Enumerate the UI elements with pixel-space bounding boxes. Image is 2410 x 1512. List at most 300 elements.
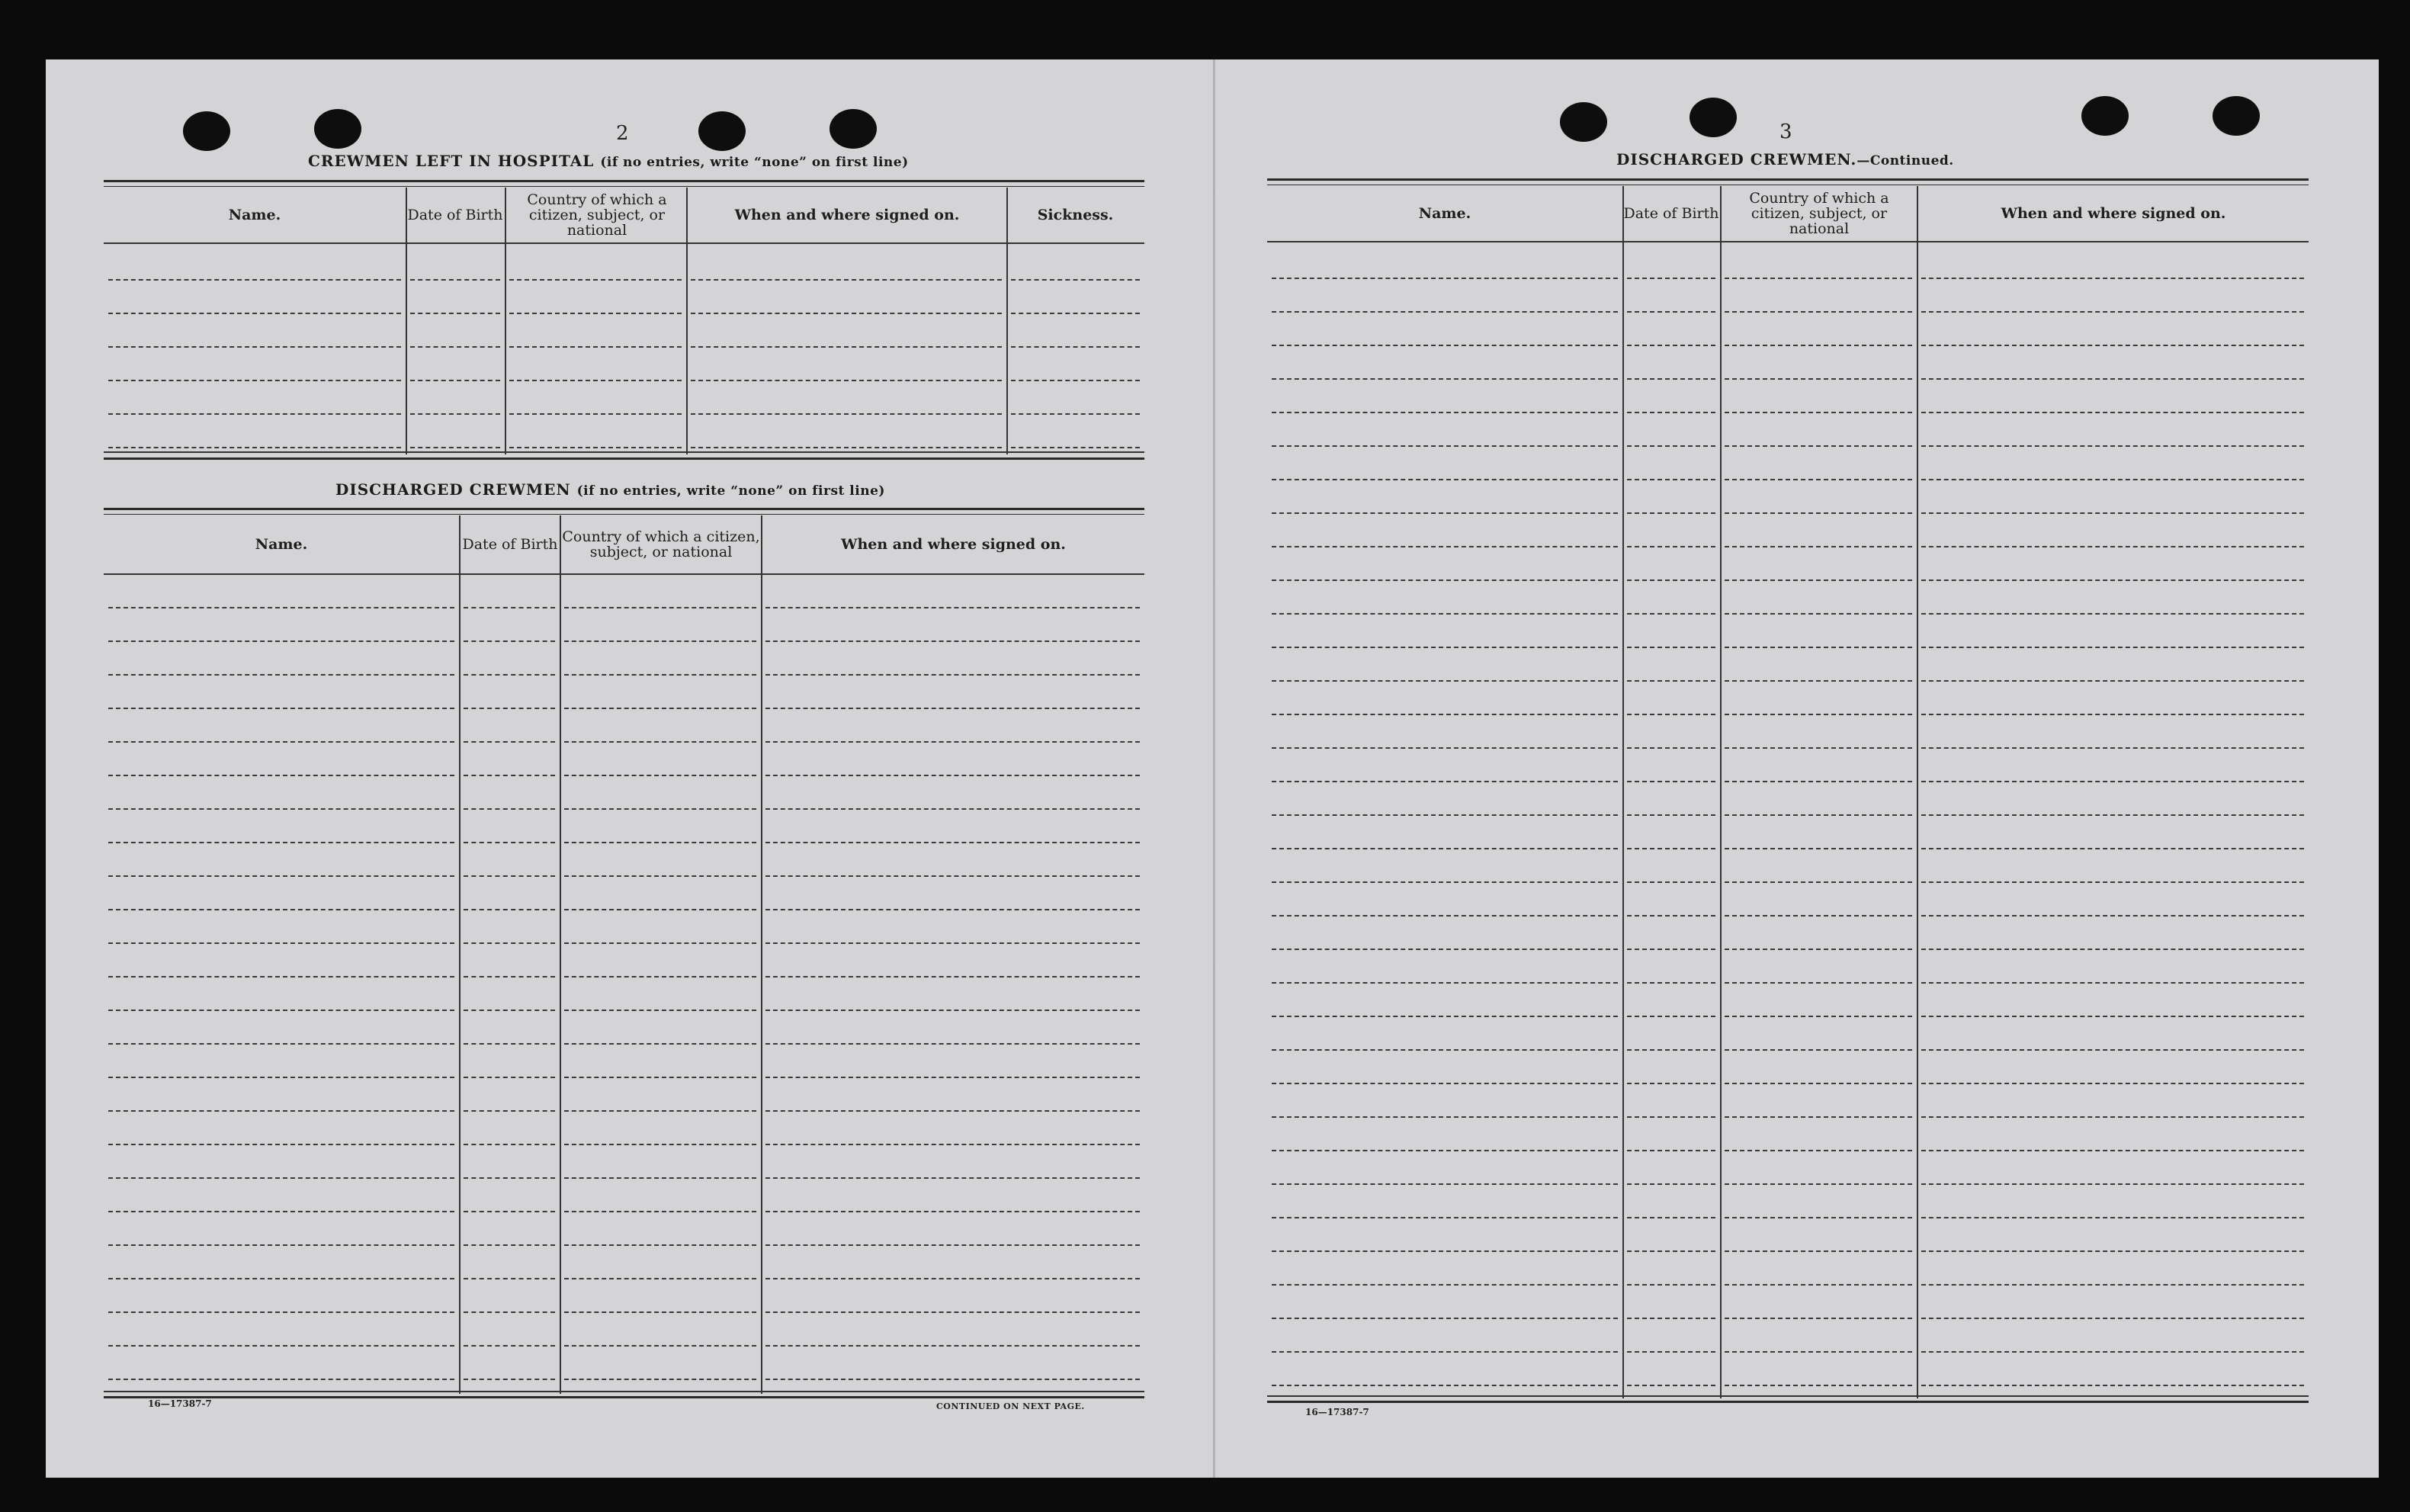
entry-line <box>108 1311 454 1313</box>
entry-line <box>1921 278 2304 279</box>
entry-line <box>564 875 756 877</box>
entry-line <box>464 1077 555 1078</box>
col-header-country: Country of which a citizen, subject, or national <box>562 528 760 560</box>
entry-line <box>464 1110 555 1112</box>
col-header-country: Country of which a citizen, subject, or national <box>1749 190 1889 237</box>
entry-line <box>1627 814 1715 816</box>
entry-line <box>108 875 454 877</box>
discharged-section-title <box>335 480 885 499</box>
entry-line <box>1725 949 1912 950</box>
continued-note: CONTINUED ON NEXT PAGE. <box>936 1401 1085 1411</box>
entry-line <box>108 1278 454 1279</box>
entry-line <box>464 640 555 642</box>
entry-line <box>1921 1318 2304 1319</box>
entry-line <box>1725 1284 1912 1286</box>
entry-line <box>1725 311 1912 313</box>
entry-line <box>1921 613 2304 615</box>
entry-line <box>108 640 454 642</box>
entry-line <box>1921 479 2304 480</box>
entry-line <box>1921 445 2304 447</box>
entry-line <box>564 942 756 944</box>
entry-line <box>1627 949 1715 950</box>
entry-line <box>1921 949 2304 950</box>
entry-line <box>1011 380 1140 381</box>
entry-line <box>108 380 401 381</box>
entry-line <box>1011 313 1140 314</box>
entry-line <box>1011 447 1140 448</box>
entry-line <box>691 380 1002 381</box>
entry-line <box>564 640 756 642</box>
entry-line <box>564 1345 756 1347</box>
col-header-name: Name. <box>1418 205 1471 222</box>
entry-line <box>1627 781 1715 782</box>
entry-line <box>564 909 756 910</box>
entry-line <box>464 1043 555 1045</box>
entry-line <box>1272 714 1618 715</box>
entry-line <box>410 279 500 281</box>
entry-line <box>108 1110 454 1112</box>
column-divider <box>459 515 460 1394</box>
entry-line <box>765 607 1140 608</box>
entry-line <box>464 1211 555 1212</box>
entry-line <box>765 976 1140 978</box>
entry-line <box>1627 1318 1715 1319</box>
entry-line <box>410 447 500 448</box>
entry-line <box>1725 1183 1912 1185</box>
entry-line <box>1921 982 2304 984</box>
entry-line <box>108 413 401 415</box>
entry-line <box>1627 881 1715 883</box>
punch-hole <box>314 109 361 149</box>
entry-line <box>1725 1116 1912 1118</box>
entry-line <box>1725 881 1912 883</box>
entry-line <box>1011 346 1140 348</box>
entry-line <box>1725 814 1912 816</box>
entry-line <box>1627 1116 1715 1118</box>
entry-line <box>564 1077 756 1078</box>
entry-line <box>1627 378 1715 380</box>
entry-line <box>564 708 756 709</box>
entry-line <box>1011 279 1140 281</box>
entry-line <box>464 909 555 910</box>
entry-line <box>1921 814 2304 816</box>
entry-line <box>1272 881 1618 883</box>
entry-line <box>1627 412 1715 413</box>
entry-line <box>1921 546 2304 547</box>
entry-line <box>1627 714 1715 715</box>
entry-line <box>1725 915 1912 917</box>
continued-suffix: —Continued. <box>1856 153 1954 169</box>
punch-hole <box>2081 96 2129 136</box>
entry-line <box>765 775 1140 776</box>
column-divider <box>1917 186 1918 1398</box>
entry-line <box>464 808 555 810</box>
entry-line <box>108 909 454 910</box>
entry-line <box>1725 1385 1912 1386</box>
hospital-instruction: (if no entries, write “none” on first line) <box>600 155 909 170</box>
entry-line <box>1921 848 2304 849</box>
entry-line <box>1921 579 2304 581</box>
entry-line <box>765 1177 1140 1179</box>
punch-hole <box>2213 96 2260 136</box>
entry-line <box>564 1311 756 1313</box>
entry-line <box>765 674 1140 676</box>
entry-line <box>108 842 454 843</box>
entry-line <box>1272 311 1618 313</box>
entry-line <box>1725 1150 1912 1151</box>
entry-line <box>1921 1016 2304 1017</box>
entry-line <box>1627 1217 1715 1218</box>
entry-line <box>765 842 1140 843</box>
entry-line <box>564 775 756 776</box>
entry-line <box>108 279 401 281</box>
column-divider <box>761 515 762 1394</box>
entry-line <box>464 1177 555 1179</box>
entry-line <box>1272 982 1618 984</box>
entry-line <box>1272 278 1618 279</box>
entry-line <box>564 674 756 676</box>
entry-line <box>1272 479 1618 480</box>
entry-line <box>108 346 401 348</box>
discharged-title-text: DISCHARGED CREWMEN <box>335 480 571 499</box>
discharged-continued-title <box>1616 150 1954 169</box>
entry-line <box>1272 378 1618 380</box>
entry-line <box>1627 647 1715 648</box>
entry-line <box>1272 747 1618 749</box>
entry-line <box>1627 512 1715 514</box>
entry-line <box>1921 714 2304 715</box>
entry-line <box>765 1010 1140 1011</box>
col-header-country: Country of which a citizen, subject, or national <box>527 191 667 239</box>
entry-line <box>1921 781 2304 782</box>
entry-line <box>1272 1049 1618 1051</box>
entry-line <box>108 1144 454 1145</box>
entry-line <box>1272 1083 1618 1084</box>
entry-line <box>464 1311 555 1313</box>
entry-line <box>1272 445 1618 447</box>
entry-line <box>1627 1049 1715 1051</box>
entry-line <box>410 313 500 314</box>
column-divider <box>406 188 407 454</box>
entry-line <box>1272 613 1618 615</box>
entry-line <box>691 279 1002 281</box>
entry-line <box>1725 1217 1912 1218</box>
entry-line <box>464 775 555 776</box>
column-divider <box>1622 186 1624 1398</box>
entry-line <box>1725 278 1912 279</box>
discharged-instruction: (if no entries, write “none” on first line) <box>576 483 885 499</box>
entry-line <box>1921 1385 2304 1386</box>
entry-line <box>1725 579 1912 581</box>
entry-line <box>765 640 1140 642</box>
entry-line <box>464 1379 555 1380</box>
entry-line <box>1272 1351 1618 1353</box>
entry-line <box>1272 647 1618 648</box>
entry-line <box>1627 613 1715 615</box>
entry-line <box>564 976 756 978</box>
entry-line <box>1725 982 1912 984</box>
entry-line <box>509 413 682 415</box>
entry-line <box>1272 345 1618 346</box>
col-header-date-of-birth: Date of Birth <box>407 207 503 223</box>
entry-line <box>1627 445 1715 447</box>
entry-line <box>509 447 682 448</box>
entry-line <box>1272 1217 1618 1218</box>
entry-line <box>464 1278 555 1279</box>
entry-line <box>1725 1049 1912 1051</box>
entry-line <box>464 1345 555 1347</box>
form-number: 16—17387-7 <box>1305 1407 1369 1417</box>
entry-line <box>765 1345 1140 1347</box>
form-number: 16—17387-7 <box>148 1398 212 1409</box>
entry-line <box>564 842 756 843</box>
col-header-name: Name. <box>228 207 281 223</box>
entry-line <box>1627 680 1715 682</box>
col-header-when-where: When and where signed on. <box>734 207 960 223</box>
entry-line <box>1921 1284 2304 1286</box>
entry-line <box>1272 412 1618 413</box>
entry-line <box>1921 1083 2304 1084</box>
entry-line <box>1725 479 1912 480</box>
entry-line <box>1921 915 2304 917</box>
entry-line <box>108 1244 454 1246</box>
entry-line <box>1627 311 1715 313</box>
entry-line <box>1011 413 1140 415</box>
entry-line <box>464 875 555 877</box>
entry-line <box>765 909 1140 910</box>
entry-line <box>1627 1183 1715 1185</box>
entry-line <box>509 279 682 281</box>
entry-line <box>464 607 555 608</box>
entry-line <box>464 1144 555 1145</box>
entry-line <box>1272 848 1618 849</box>
entry-line <box>1627 579 1715 581</box>
entry-line <box>564 808 756 810</box>
entry-line <box>1627 345 1715 346</box>
entry-line <box>108 1077 454 1078</box>
entry-line <box>765 1043 1140 1045</box>
entry-line <box>1627 1083 1715 1084</box>
entry-line <box>564 1043 756 1045</box>
entry-line <box>108 607 454 608</box>
entry-line <box>564 1177 756 1179</box>
entry-line <box>1627 915 1715 917</box>
entry-line <box>765 875 1140 877</box>
entry-line <box>1627 546 1715 547</box>
entry-line <box>108 1345 454 1347</box>
entry-line <box>1272 949 1618 950</box>
entry-line <box>108 741 454 743</box>
entry-line <box>765 1379 1140 1380</box>
entry-line <box>108 674 454 676</box>
column-divider <box>1006 188 1008 454</box>
discharged-continued-table <box>1267 178 2309 1406</box>
hospital-section-title <box>308 152 909 170</box>
entry-line <box>464 708 555 709</box>
entry-line <box>464 1010 555 1011</box>
entry-line <box>464 1244 555 1246</box>
entry-line <box>1272 915 1618 917</box>
entry-line <box>1725 512 1912 514</box>
entry-line <box>1725 647 1912 648</box>
entry-line <box>1627 1284 1715 1286</box>
entry-line <box>1725 1016 1912 1017</box>
entry-line <box>1627 747 1715 749</box>
entry-line <box>410 380 500 381</box>
entry-line <box>108 1043 454 1045</box>
punch-hole <box>830 109 877 149</box>
entry-line <box>1272 1250 1618 1252</box>
entry-line <box>1725 445 1912 447</box>
entry-line <box>1921 378 2304 380</box>
entry-line <box>1921 747 2304 749</box>
entry-line <box>1725 613 1912 615</box>
punch-hole <box>698 111 746 151</box>
entry-line <box>1921 1217 2304 1218</box>
entry-line <box>509 346 682 348</box>
entry-line <box>1725 680 1912 682</box>
entry-line <box>108 976 454 978</box>
entry-line <box>464 741 555 743</box>
punch-hole <box>1690 98 1737 137</box>
entry-line <box>1725 345 1912 346</box>
hospital-title-text: CREWMEN LEFT IN HOSPITAL <box>308 152 595 170</box>
entry-line <box>1272 512 1618 514</box>
entry-line <box>691 313 1002 314</box>
entry-line <box>564 1244 756 1246</box>
entry-line <box>1921 647 2304 648</box>
entry-line <box>765 1244 1140 1246</box>
entry-line <box>108 942 454 944</box>
entry-line <box>1921 412 2304 413</box>
entry-line <box>1921 1351 2304 1353</box>
entry-line <box>1627 1385 1715 1386</box>
entry-line <box>1725 1083 1912 1084</box>
entry-line <box>765 1278 1140 1279</box>
entry-line <box>108 1010 454 1011</box>
entry-line <box>1272 814 1618 816</box>
entry-line <box>564 741 756 743</box>
entry-line <box>765 741 1140 743</box>
entry-line <box>1272 1183 1618 1185</box>
discharged-table <box>104 508 1144 1400</box>
col-header-when-where: When and where signed on. <box>2001 205 2226 222</box>
entry-line <box>1921 311 2304 313</box>
entry-line <box>464 976 555 978</box>
entry-line <box>1272 680 1618 682</box>
entry-line <box>1725 848 1912 849</box>
entry-line <box>464 942 555 944</box>
entry-line <box>765 1077 1140 1078</box>
entry-line <box>765 708 1140 709</box>
entry-line <box>1921 1116 2304 1118</box>
entry-line <box>765 1311 1140 1313</box>
entry-line <box>410 346 500 348</box>
entry-line <box>1272 781 1618 782</box>
entry-line <box>1627 848 1715 849</box>
entry-line <box>108 1211 454 1212</box>
entry-line <box>1725 378 1912 380</box>
entry-line <box>1725 412 1912 413</box>
entry-line <box>564 1144 756 1145</box>
entry-line <box>1272 579 1618 581</box>
entry-line <box>108 447 401 448</box>
entry-line <box>1921 881 2304 883</box>
column-divider <box>560 515 561 1394</box>
entry-line <box>765 942 1140 944</box>
entry-line <box>1725 1318 1912 1319</box>
entry-line <box>1272 1385 1618 1386</box>
entry-line <box>564 607 756 608</box>
col-header-when-where: When and where signed on. <box>841 536 1066 553</box>
page-number: 3 <box>1779 120 1792 143</box>
entry-line <box>1627 479 1715 480</box>
entry-line <box>1272 546 1618 547</box>
entry-line <box>1627 982 1715 984</box>
entry-line <box>1272 1116 1618 1118</box>
entry-line <box>509 380 682 381</box>
entry-line <box>108 808 454 810</box>
entry-line <box>765 1144 1140 1145</box>
entry-line <box>1627 1250 1715 1252</box>
entry-line <box>1921 1250 2304 1252</box>
entry-line <box>1725 747 1912 749</box>
entry-line <box>464 842 555 843</box>
punch-hole <box>183 111 230 151</box>
entry-line <box>1725 714 1912 715</box>
column-divider <box>505 188 506 454</box>
entry-line <box>1272 1284 1618 1286</box>
entry-line <box>765 1110 1140 1112</box>
entry-line <box>1272 1016 1618 1017</box>
entry-line <box>509 313 682 314</box>
entry-line <box>564 1110 756 1112</box>
entry-line <box>564 1278 756 1279</box>
entry-line <box>691 447 1002 448</box>
entry-line <box>108 1379 454 1380</box>
entry-line <box>1627 1351 1715 1353</box>
entry-line <box>1921 1183 2304 1185</box>
entry-line <box>1725 546 1912 547</box>
entry-line <box>108 708 454 709</box>
discharged-continued-title-text: DISCHARGED CREWMEN. <box>1616 150 1857 169</box>
entry-line <box>1921 1150 2304 1151</box>
page-fold <box>1213 59 1215 1478</box>
entry-line <box>1725 1250 1912 1252</box>
entry-line <box>1272 1150 1618 1151</box>
entry-line <box>108 1177 454 1179</box>
column-divider <box>1720 186 1722 1398</box>
entry-line <box>108 313 401 314</box>
entry-line <box>1627 1016 1715 1017</box>
col-header-sickness: Sickness. <box>1037 207 1114 223</box>
entry-line <box>1921 512 2304 514</box>
entry-line <box>1921 345 2304 346</box>
entry-line <box>765 808 1140 810</box>
entry-line <box>691 413 1002 415</box>
entry-line <box>564 1379 756 1380</box>
entry-line <box>1627 1150 1715 1151</box>
entry-line <box>1921 680 2304 682</box>
page-number: 2 <box>616 122 629 145</box>
punch-hole <box>1560 102 1607 142</box>
entry-line <box>1725 781 1912 782</box>
entry-line <box>564 1211 756 1212</box>
column-divider <box>686 188 688 454</box>
entry-line <box>1272 1318 1618 1319</box>
entry-line <box>691 346 1002 348</box>
hospital-table <box>104 180 1144 462</box>
